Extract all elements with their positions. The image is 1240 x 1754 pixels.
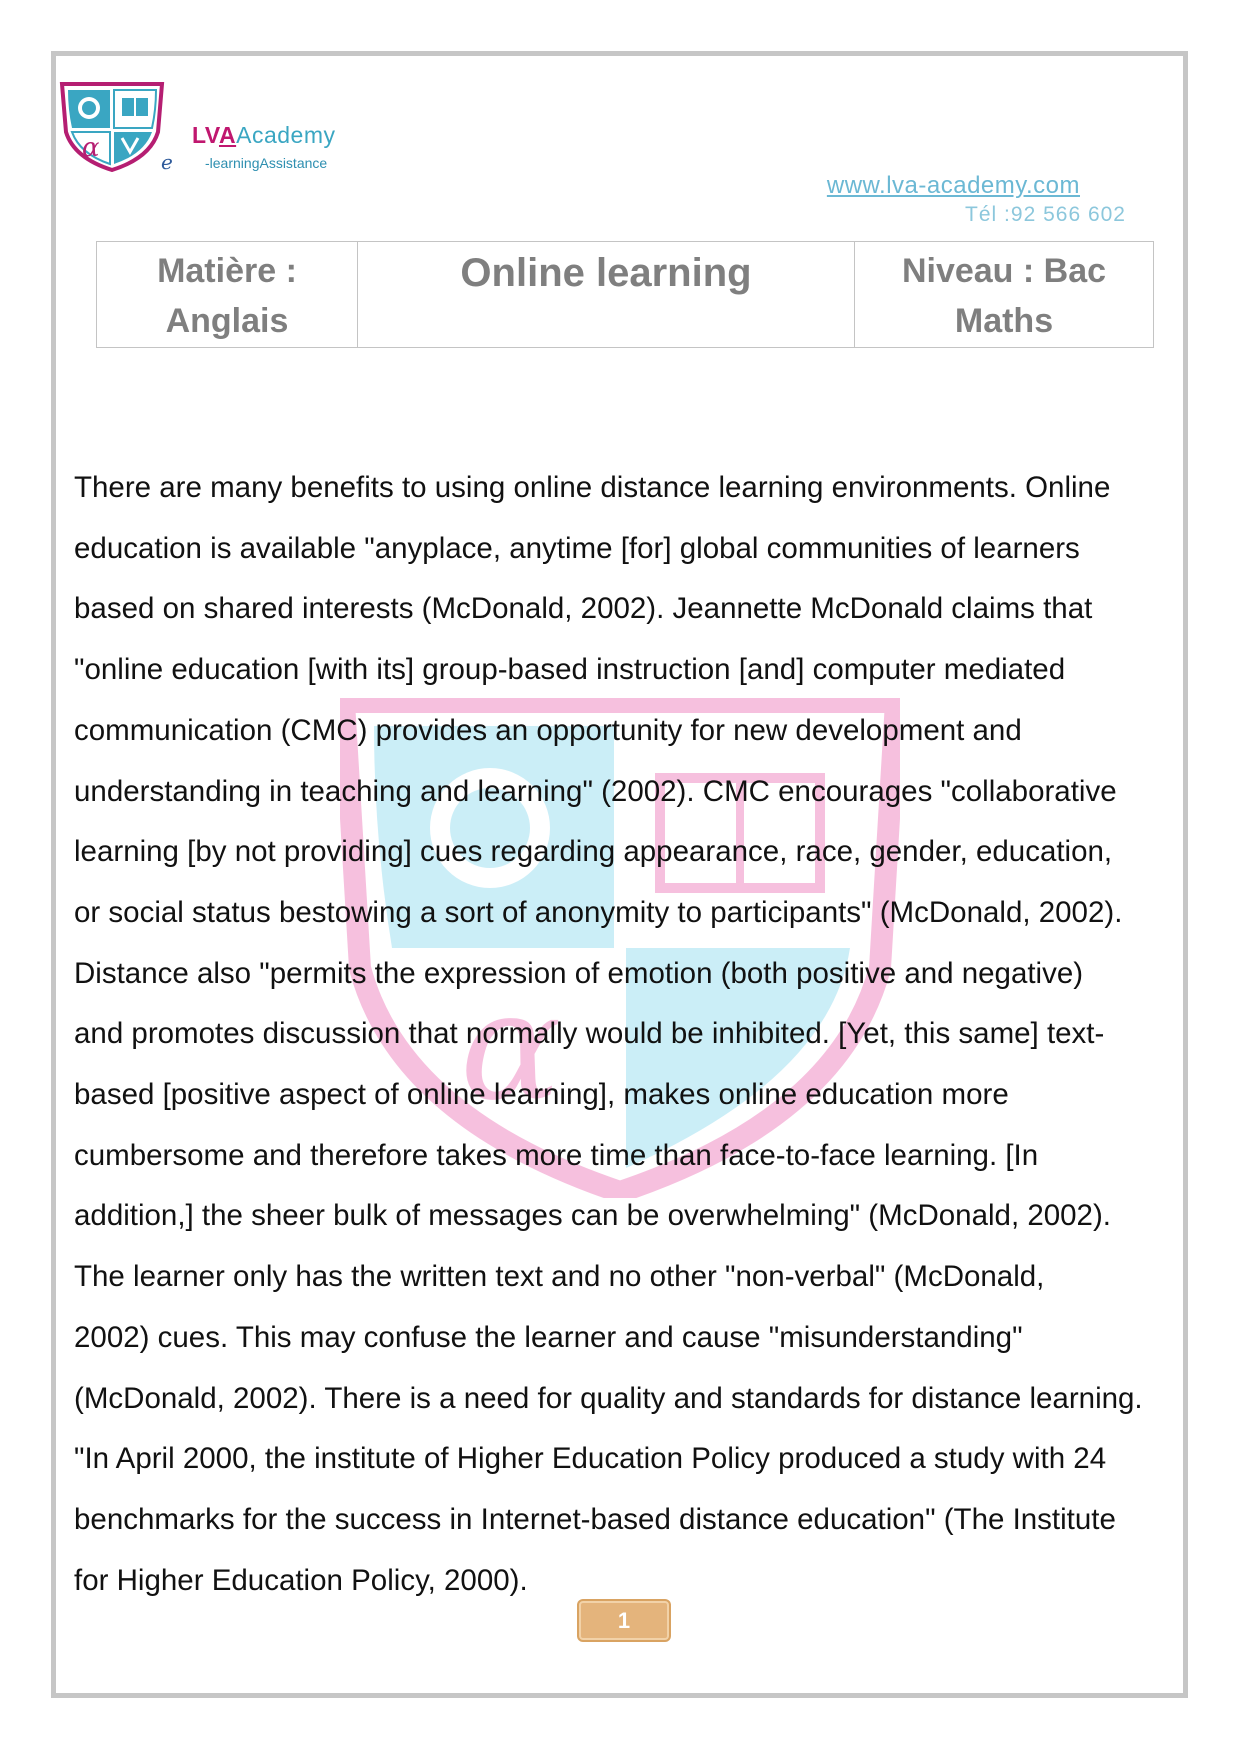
body-line: based on shared interests (McDonald, 2002). Jeannette McDonald claims that xyxy=(74,592,1093,626)
level-value: Maths xyxy=(954,302,1054,340)
body-line: or social status bestowing a sort of anonymity to participants" (McDonald, 2002). xyxy=(74,895,1123,929)
subject-label: Matière : xyxy=(157,252,297,290)
body-line: education is available "anyplace, anytime [for] global communities of learners xyxy=(74,531,1080,565)
level-cell xyxy=(855,242,1154,348)
brand-lv: LV xyxy=(192,122,219,148)
brand-academy: Academy xyxy=(236,122,336,148)
body-line: addition,] the sheer bulk of messages can be overwhelming" (McDonald, 2002). xyxy=(74,1199,1111,1233)
svg-text:α: α xyxy=(82,133,100,163)
brand-va: A xyxy=(218,122,237,148)
body-line: for Higher Education Policy, 2000). xyxy=(74,1563,528,1597)
body-line: understanding in teaching and learning" (2002). CMC encourages "collaborative xyxy=(74,774,1117,808)
page-number-badge: 1 xyxy=(579,1601,669,1640)
body-line: based [positive aspect of online learning], makes online education more xyxy=(74,1078,1009,1112)
body-line: cumbersome and therefore takes more time than face-to-face learning. [In xyxy=(74,1138,1039,1172)
svg-text:α: α xyxy=(460,960,562,1134)
body-line: learning [by not providing] cues regarding appearance, race, gender, education, xyxy=(74,835,1113,869)
title-table xyxy=(96,241,1154,348)
title-cell xyxy=(358,242,855,348)
body-line: communication (CMC) provides an opportunity for new development and xyxy=(74,713,1022,747)
body-line: and promotes discussion that normally would be inhibited. [Yet, this same] text- xyxy=(74,1017,1105,1051)
body-line: Distance also "permits the expression of emotion (both positive and negative) xyxy=(74,956,1084,990)
body-line: "In April 2000, the institute of Higher Education Policy produced a study with 24 xyxy=(74,1442,1107,1476)
brand-tagline: -learningAssistance xyxy=(205,155,328,171)
body-line: The learner only has the written text and no other "non-verbal" (McDonald, xyxy=(74,1260,1045,1294)
subject-value: Anglais xyxy=(165,302,289,340)
body-line: (McDonald, 2002). There is a need for quality and standards for distance learning. xyxy=(74,1381,1143,1415)
body-line: There are many benefits to using online distance learning environments. Online xyxy=(74,471,1111,504)
lva-logo-icon xyxy=(58,80,166,172)
brand-e-mark: e xyxy=(161,150,173,174)
body-line: 2002) cues. This may confuse the learner and cause "misunderstanding" xyxy=(74,1320,1023,1354)
website-link[interactable]: www.lva-academy.com xyxy=(826,172,1080,199)
brand-name xyxy=(192,122,335,149)
level-label: Niveau : Bac xyxy=(901,252,1107,290)
page-title: Online learning xyxy=(460,251,752,295)
article-body xyxy=(74,458,1189,1611)
body-line: benchmarks for the success in Internet-based distance education" (The Institute xyxy=(74,1502,1116,1536)
phone-number: Tél :92 566 602 xyxy=(965,203,1126,226)
subject-cell xyxy=(97,242,358,348)
body-line: "online education [with its] group-based instruction [and] computer mediated xyxy=(74,653,1066,687)
